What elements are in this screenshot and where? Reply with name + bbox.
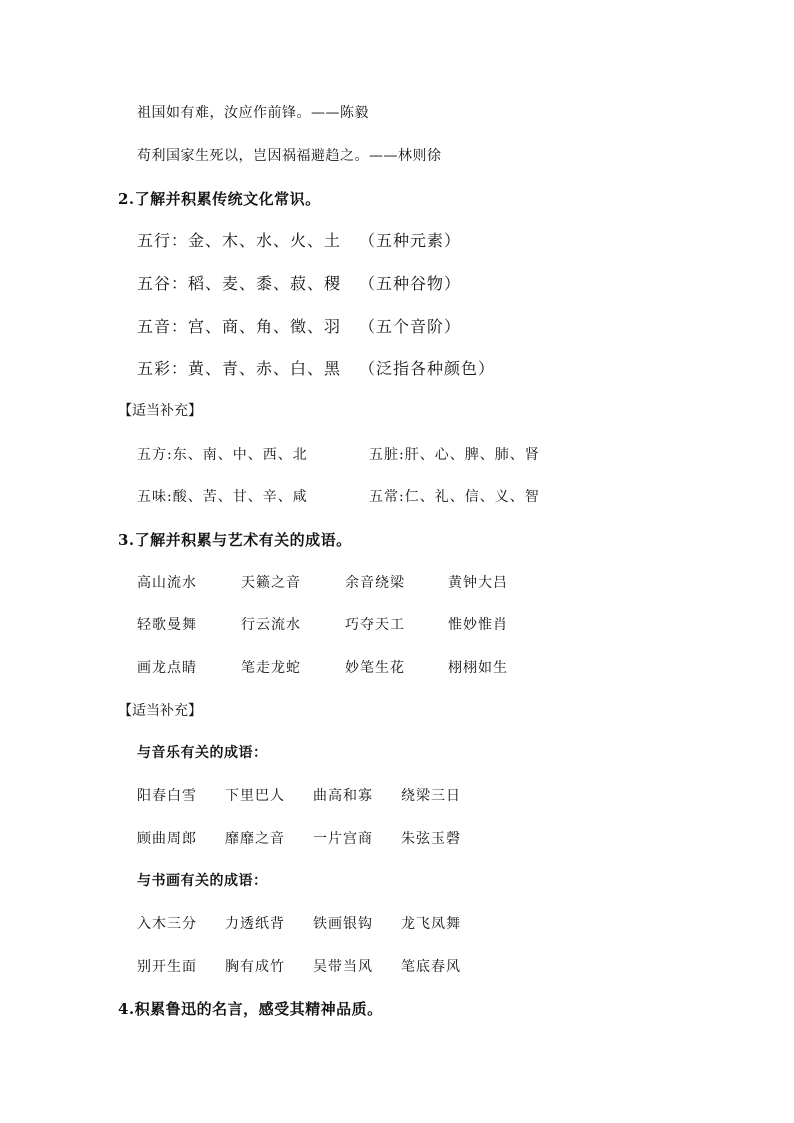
idiom: 铁画银钩 (313, 916, 373, 932)
idiom: 妙笔生花 (345, 660, 405, 676)
subsection-heading: 与音乐有关的成语： (137, 745, 268, 761)
idiom: 笔底春风 (401, 959, 461, 975)
idiom: 栩栩如生 (448, 660, 508, 676)
supplement-item: 五脏:肝、心、脾、肺、肾 (369, 447, 540, 463)
idiom: 力透纸背 (225, 916, 285, 932)
quote-line: 祖国如有难，汝应作前锋。——陈毅 (137, 105, 369, 121)
idiom: 一片宫商 (313, 831, 373, 847)
culture-item-label: 五谷：稻、麦、黍、菽、稷 (137, 274, 342, 293)
idiom: 巧夺天工 (345, 617, 405, 633)
supplement-label: 【适当补充】 (118, 403, 202, 419)
idiom: 吴带当风 (313, 959, 373, 975)
idiom: 靡靡之音 (225, 831, 285, 847)
culture-item-label: 五音：宫、商、角、徵、羽 (137, 317, 342, 336)
culture-item-label: 五彩：黄、青、赤、白、黑 (137, 359, 342, 378)
idiom: 惟妙惟肖 (448, 617, 508, 633)
culture-item-note: （五个音阶） (359, 317, 462, 336)
culture-item (137, 361, 495, 377)
culture-item-note: （泛指各种颜色） (359, 359, 496, 378)
culture-item (137, 233, 461, 249)
idiom: 黄钟大吕 (448, 575, 508, 591)
culture-item (137, 319, 461, 335)
idiom: 画龙点睛 (137, 660, 197, 676)
idiom: 余音绕梁 (345, 575, 405, 591)
idiom: 天籁之音 (241, 575, 301, 591)
idiom: 胸有成竹 (225, 959, 285, 975)
section-heading: 4.积累鲁迅的名言，感受其精神品质。 (118, 1000, 383, 1018)
idiom: 笔走龙蛇 (241, 660, 301, 676)
supplement-label: 【适当补充】 (118, 703, 202, 719)
idiom: 轻歌曼舞 (137, 617, 197, 633)
idiom: 行云流水 (241, 617, 301, 633)
idiom: 龙飞凤舞 (401, 916, 461, 932)
idiom: 曲高和寡 (313, 788, 373, 804)
supplement-item: 五味:酸、苦、甘、辛、咸 (137, 489, 308, 505)
culture-item (137, 276, 461, 292)
idiom: 高山流水 (137, 575, 197, 591)
idiom: 别开生面 (137, 959, 197, 975)
idiom: 入木三分 (137, 916, 197, 932)
idiom: 朱弦玉磬 (401, 831, 461, 847)
section-heading: 3.了解并积累与艺术有关的成语。 (118, 531, 352, 549)
quote-line: 苟利国家生死以，岂因祸福避趋之。——林则徐 (137, 148, 442, 164)
idiom: 绕梁三日 (401, 788, 461, 804)
section-heading: 2.了解并积累传统文化常识。 (118, 190, 321, 208)
subsection-heading: 与书画有关的成语： (137, 873, 268, 889)
idiom: 阳春白雪 (137, 788, 197, 804)
idiom: 顾曲周郎 (137, 831, 197, 847)
culture-item-label: 五行：金、木、水、火、土 (137, 231, 342, 250)
culture-item-note: （五种元素） (359, 231, 462, 250)
supplement-item: 五方:东、南、中、西、北 (137, 447, 308, 463)
idiom: 下里巴人 (225, 788, 285, 804)
supplement-item: 五常:仁、礼、信、义、智 (369, 489, 540, 505)
culture-item-note: （五种谷物） (359, 274, 462, 293)
